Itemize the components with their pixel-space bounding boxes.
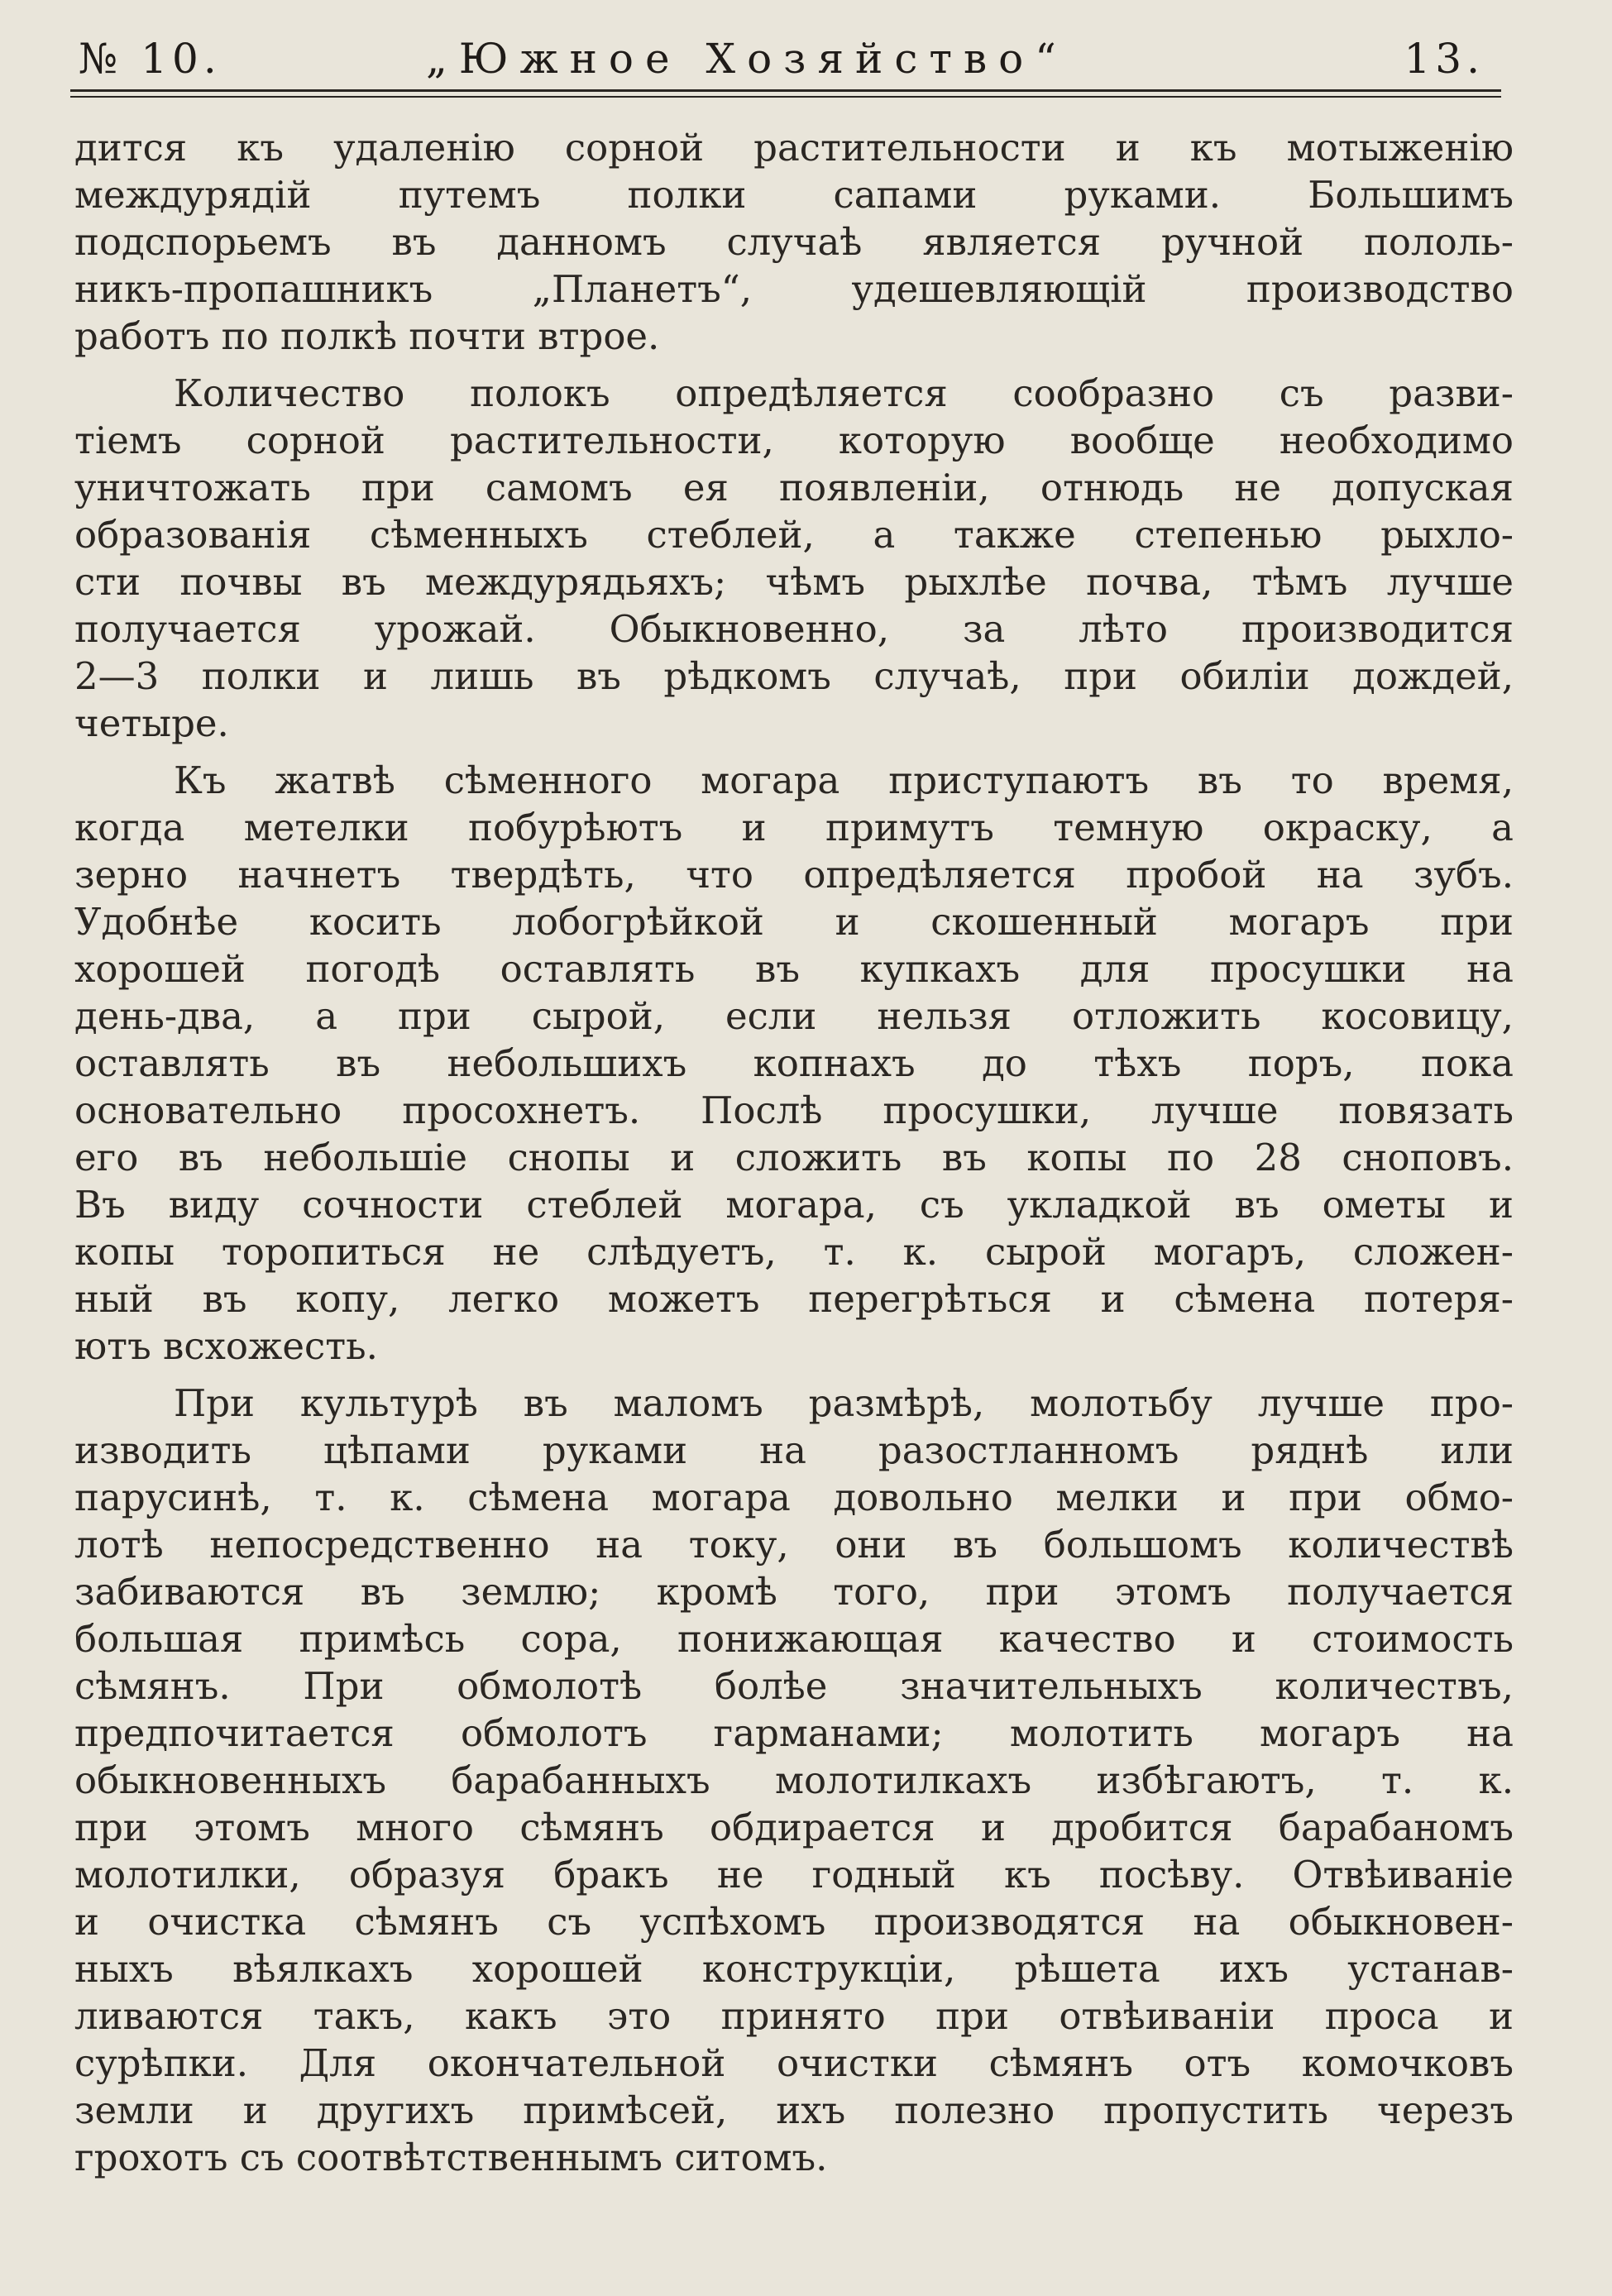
text-line: Къ жатвѣ сѣменного могара приступаютъ въ то время, [174, 758, 1514, 802]
text-line: сѣмянъ. При обмолотѣ болѣе значительныхъ количествъ, [74, 1664, 1514, 1708]
text-line: забиваются въ землю; кромѣ того, при этомъ получается [74, 1570, 1514, 1614]
text-line: работъ по полкѣ почти втрое. [74, 314, 660, 358]
paragraph [74, 370, 1514, 747]
text-line: сурѣпки. Для окончательной очистки сѣмянъ отъ комочковъ [74, 2041, 1514, 2085]
text-line: Въ виду сочности стеблей могара, съ укладкой въ ометы и [74, 1183, 1514, 1227]
text-line: подспорьемъ въ данномъ случаѣ является ручной пололь- [74, 220, 1514, 264]
text-line: ливаются такъ, какъ это принято при отвѣиваніи проса и [74, 1994, 1514, 2038]
text-line: при этомъ много сѣмянъ обдирается и дробится барабаномъ [74, 1806, 1514, 1849]
paragraph [74, 124, 1514, 360]
text-line: оставлять въ небольшихъ копнахъ до тѣхъ поръ, пока [74, 1041, 1514, 1085]
text-line: предпочитается обмолотъ гарманами; молотить могаръ на [74, 1711, 1514, 1755]
text-line: день-два, а при сырой, если нельзя отложить косовицу, [74, 994, 1514, 1038]
text-line: большая примѣсь сора, понижающая качество и стоимость [74, 1617, 1514, 1661]
text-line: дится къ удаленію сорной растительности и къ мотыженію [74, 126, 1514, 170]
text-line: лотѣ непосредственно на току, они въ большомъ количествѣ [74, 1523, 1514, 1567]
text-line: Удобнѣе косить лобогрѣйкой и скошенный могаръ при [74, 900, 1514, 944]
running-header [79, 25, 1485, 83]
paragraph [74, 1380, 1514, 2181]
text-line: парусинѣ, т. к. сѣмена могара довольно мелки и при обмо- [74, 1476, 1514, 1519]
text-line: образованія сѣменныхъ стеблей, а также степенью рыхло- [74, 513, 1514, 557]
header-rule-top [70, 89, 1501, 92]
text-line: хорошей погодѣ оставлять въ купкахъ для просушки на [74, 947, 1514, 991]
text-line: когда метелки побурѣютъ и примутъ темную окраску, а [74, 806, 1514, 849]
text-line: 2—3 полки и лишь въ рѣдкомъ случаѣ, при обиліи дождей, [74, 654, 1514, 698]
text-line: земли и другихъ примѣсей, ихъ полезно пропустить черезъ [74, 2088, 1514, 2132]
text-line: основательно просохнетъ. Послѣ просушки, лучше повязать [74, 1088, 1514, 1132]
text-line: получается урожай. Обыкновенно, за лѣто производится [74, 607, 1514, 651]
text-line: Количество полокъ опредѣляется сообразно съ разви- [174, 371, 1514, 415]
body-text [74, 124, 1514, 2191]
paragraph [74, 757, 1514, 1370]
text-line: грохотъ съ соотвѣтственнымъ ситомъ. [74, 2136, 828, 2179]
text-line: зерно начнетъ твердѣть, что опредѣляется пробой на зубъ. [74, 853, 1514, 897]
text-line: и очистка сѣмянъ съ успѣхомъ производятся на обыкновен- [74, 1900, 1514, 1944]
text-line: ныхъ вѣялкахъ хорошей конструкціи, рѣшета ихъ устанав- [74, 1947, 1514, 1991]
issue-number: № 10. [79, 35, 222, 83]
header-rule-bottom [70, 96, 1501, 98]
text-line: ютъ всхожесть. [74, 1324, 378, 1368]
page-number: 13. [1404, 35, 1485, 83]
text-line: его въ небольшіе снопы и сложить въ копы по 28 сноповъ. [74, 1136, 1514, 1179]
text-line: междурядій путемъ полки сапами руками. Большимъ [74, 173, 1514, 217]
text-line: изводить цѣпами руками на разостланномъ ряднѣ или [74, 1428, 1514, 1472]
text-line: молотилки, образуя бракъ не годный къ посѣву. Отвѣиваніе [74, 1853, 1514, 1897]
text-line: сти почвы въ междурядьяхъ; чѣмъ рыхлѣе почва, тѣмъ лучше [74, 560, 1514, 604]
text-line: обыкновенныхъ барабанныхъ молотилкахъ избѣгаютъ, т. к. [74, 1758, 1514, 1802]
text-line: ный въ копу, легко можетъ перегрѣться и сѣмена потеря- [74, 1277, 1514, 1321]
text-line: уничтожать при самомъ ея появленіи, отнюдь не допуская [74, 466, 1514, 509]
text-line: При культурѣ въ маломъ размѣрѣ, молотьбу лучше про- [174, 1381, 1514, 1425]
text-line: четыре. [74, 701, 229, 745]
text-line: тіемъ сорной растительности, которую вообще необходимо [74, 419, 1514, 462]
text-line: никъ-пропашникъ „Планетъ“, удешевляющій производство [74, 267, 1514, 311]
text-line: копы торопиться не слѣдуетъ, т. к. сырой могаръ, сложен- [74, 1230, 1514, 1274]
journal-title: „Южное Хозяйство“ [426, 35, 1068, 83]
